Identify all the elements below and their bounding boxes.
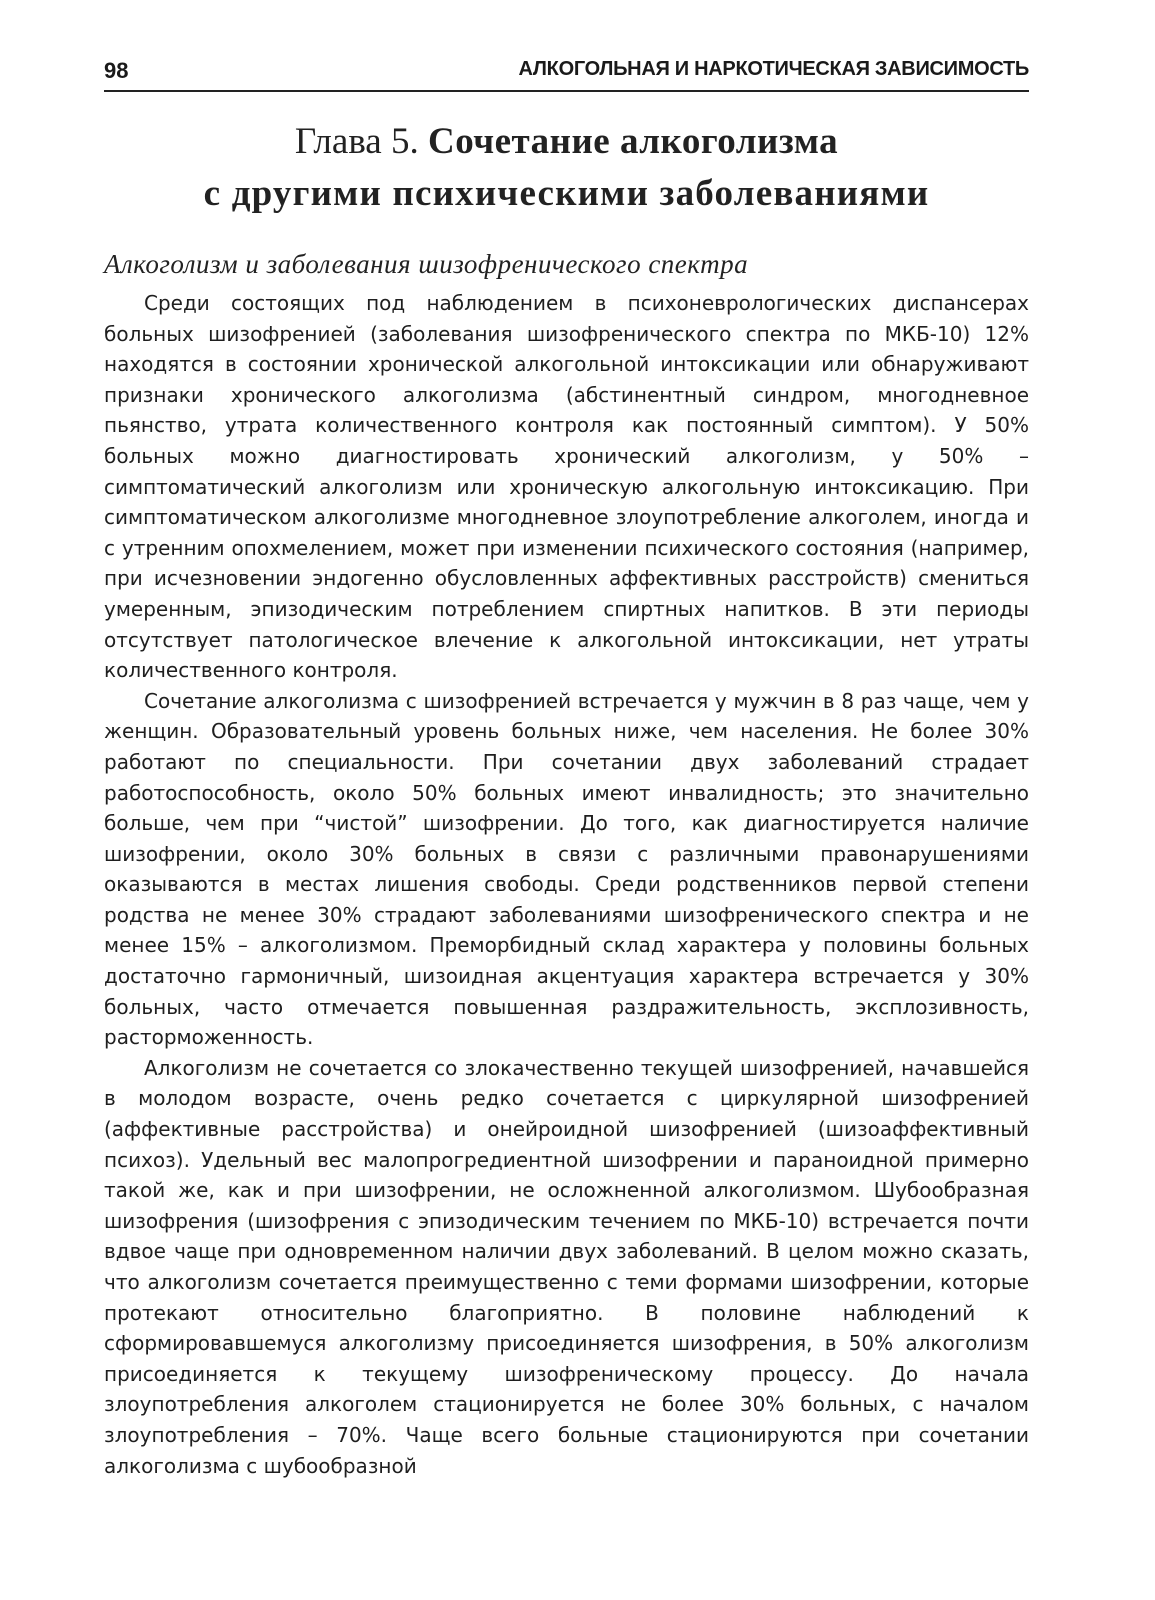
paragraph-2: Сочетание алкоголизма с шизофренией встречается у мужчин в 8 раз чаще, чем у женщин. Образовательный уровень больных ниже, чем населения. Не более 30% работают по специальности. При сочетании двух заболеваний страдает работоспособность, около 50% больных имеют инвалидность; это значительно больше, чем при “чистой” шизофрении. До того, как диагностируется наличие шизофрении, около 30% больных в связи с различными правонарушениями оказываются в местах лишения свободы. Среди родственников первой степени родства не менее 30% страдают заболеваниями шизофренического спектра и не менее 15% – алкоголизмом. Преморбидный склад характера у половины больных достаточно гармоничный, шизоидная акцентуация характера встречается у 30% больных, часто отмечается повышенная раздражительность, эксплозивность, расторможенность.	[104, 688, 1029, 1050]
running-title: АЛКОГОЛЬНАЯ И НАРКОТИЧЕСКАЯ ЗАВИСИМОСТЬ	[518, 58, 1029, 80]
paragraph-1: Среди состоящих под наблюдением в психоневрологических диспансерах больных шизофренией (заболевания шизофренического спектра по МКБ-10) 12% находятся в состоянии хронической алкогольной интоксикации или обнаруживают признаки хронического алкоголизма (абстинентный синдром, многодневное пьянство, утрата количественного контроля как постоянный симптом). У 50% больных можно диагностировать хронический алкоголизм, у 50% – симптоматический алкоголизм или хроническую алкогольную интоксикацию. При симптоматическом алкоголизме многодневное злоупотребление алкоголем, иногда и с утренним опохмелением, может при изменении психического состояния (например, при исчезновении эндогенно обусловленных аффективных расстройств) смениться умеренным, эпизодическим потреблением спиртных напитков. В эти периоды отсутствует патологическое влечение к алкогольной интоксикации, нет утраты количественного контроля.	[104, 291, 1029, 683]
chapter-title	[104, 116, 1029, 220]
body-text	[104, 288, 1029, 1481]
chapter-label: Глава 5.	[294, 121, 419, 162]
running-header	[104, 50, 1029, 92]
page-number: 98	[104, 58, 129, 83]
chapter-title-line-2: с другими психическими заболеваниями	[203, 173, 930, 214]
chapter-title-line-1	[104, 116, 1029, 168]
paragraph-3: Алкоголизм не сочетается со злокачественно текущей шизофренией, начавшейся в молодом возрасте, очень редко сочетается с циркулярной шизофренией (аффективные расстройства) и онейроидной шизофренией (шизоаффективный психоз). Удельный вес малопрогредиентной шизофрении и параноидной примерно такой же, как и при шизофрении, не осложненной алкоголизмом. Шубообразная шизофрения (шизофрения с эпизодическим течением по МКБ-10) встречается почти вдвое чаще при одновременном наличии двух заболеваний. В целом можно сказать, что алкоголизм сочетается преимущественно с теми формами шизофрении, которые протекают относительно благоприятно. В половине наблюдений к сформировавшемуся алкоголизму присоединяется шизофрения, в 50% алкоголизм присоединяется к текущему шизофреническому процессу. До начала злоупотребления алкоголем стационируется не более 30% больных, с началом злоупотребления – 70%. Чаще всего больные стационируются при сочетании алкоголизма с шубообразной	[104, 1055, 1029, 1478]
section-heading: Алкоголизм и заболевания шизофренического спектра	[104, 249, 749, 279]
chapter-title-part-1: Сочетание алкоголизма	[427, 121, 839, 162]
